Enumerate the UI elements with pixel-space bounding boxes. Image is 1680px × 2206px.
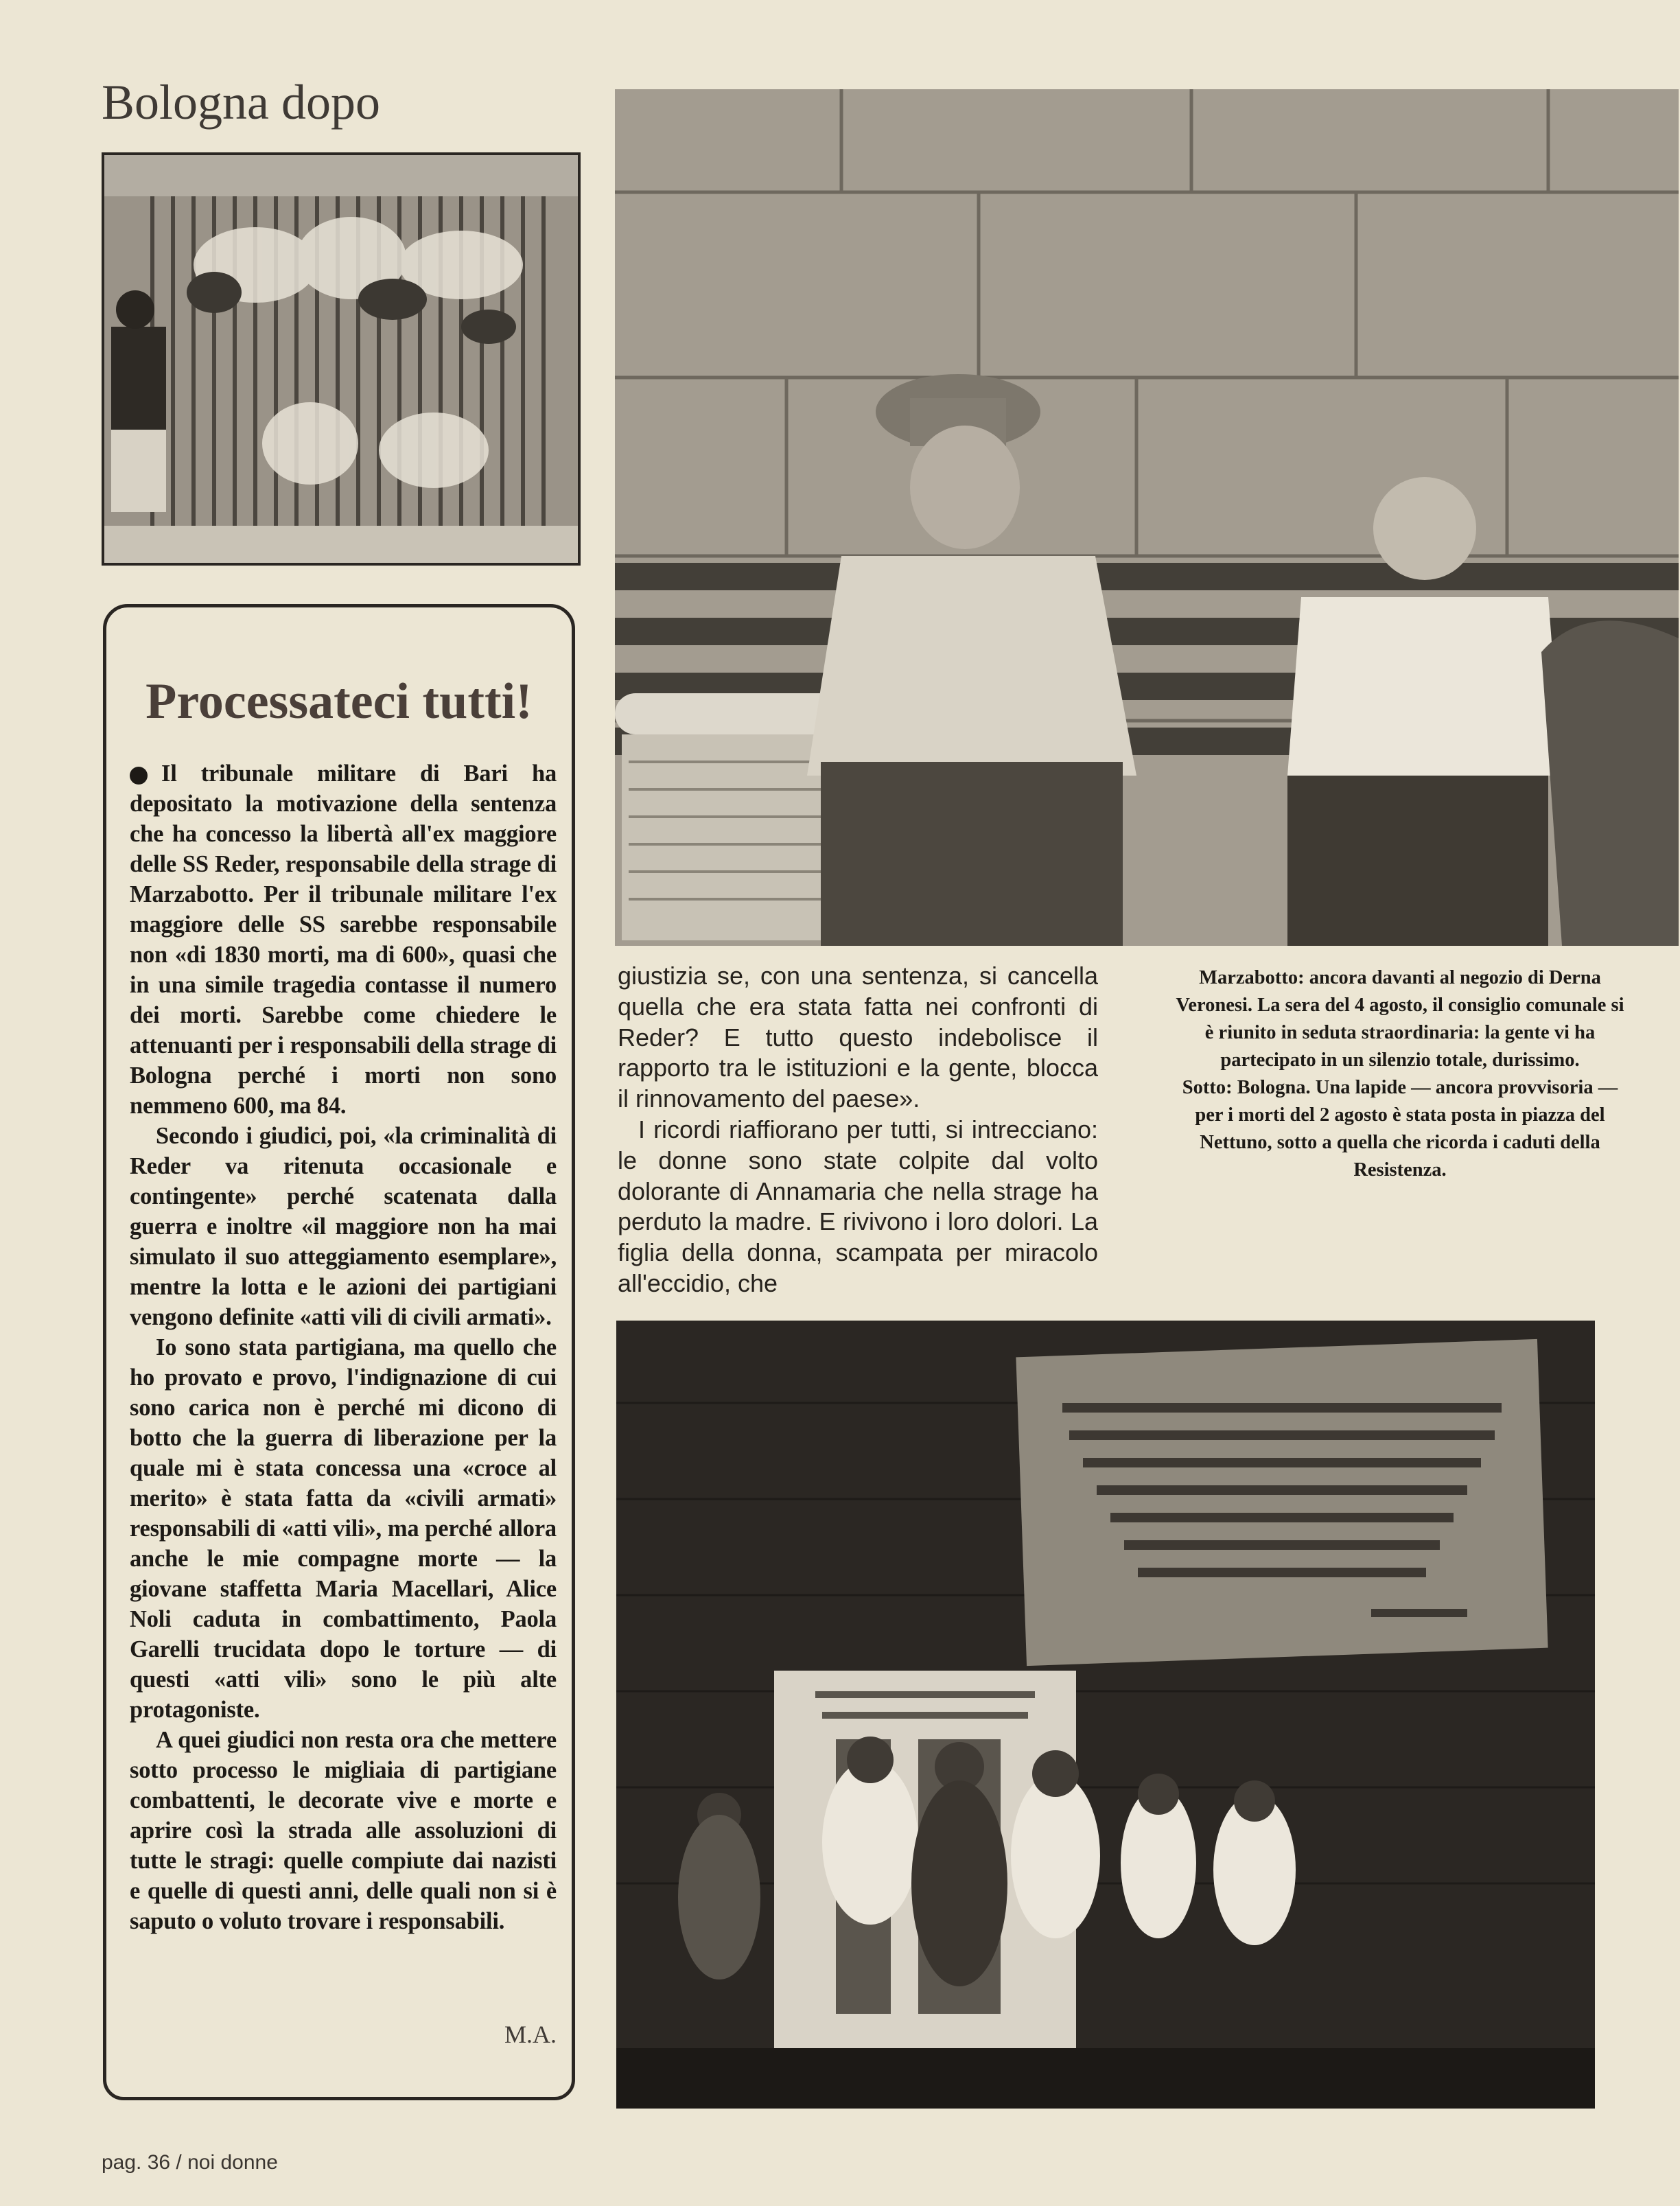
caption-paragraph: Marzabotto: ancora davanti al negozio di Derna Veronesi. La sera del 4 agosto, il consiglio comunale si è riunito in seduta straordinaria: la gente vi ha partecipato in un silenzio totale, durissimo. (1176, 967, 1624, 1071)
signature: M.A. (504, 2021, 557, 2048)
sidebar-title: Processateci tutti! (145, 673, 533, 730)
section-title: Bologna dopo (102, 75, 380, 130)
photo-memorial-plaque (616, 1321, 1595, 2109)
article-paragraph: I ricordi riaffiorano per tutti, si intrecciano: le donne sono state colpite dal volto dolorante di Annamaria che nella strage ha perduto la madre. E rivivono i loro dolori. La figlia della donna, scampata per miracolo all'eccidio, che (618, 1115, 1098, 1297)
caption-paragraph: Sotto: Bologna. Una lapide — ancora provvisoria — per i morti del 2 agosto è stata posta in piazza del Nettuno, sotto a quella che ricorda i caduti della Resistenza. (1182, 1077, 1618, 1181)
article-paragraph: giustizia se, con una sentenza, si cancella quella che era stata fatta nei confronti di Reder? E tutto questo indebolisce il rapporto tra le istituzioni e la gente, blocca il rinnovamento del paese». (618, 962, 1098, 1113)
bullet-icon (130, 767, 148, 785)
sidebar-box (103, 604, 575, 2100)
sidebar-paragraph: A quei giudici non resta ora che mettere sotto processo le migliaia di partigiane combattenti, le decorate vive e morte e aprire così la strada alle assoluzioni di tutte le stragi: quelle compiute dai nazisti e quelle di questi anni, delle quali non si è saputo o voluto trovare i responsabili. (130, 1727, 557, 1934)
photo-memorial-flowers (102, 152, 581, 566)
article-column (618, 961, 1098, 1299)
page-footer: pag. 36 / noi donne (102, 2151, 278, 2174)
photo-men-on-bench (615, 89, 1679, 946)
photo-caption (1174, 964, 1626, 1184)
sidebar-body (130, 758, 557, 1936)
sidebar-paragraph: Il tribunale militare di Bari ha depositato la motivazione della sentenza che ha concesso la libertà all'ex maggiore delle SS Reder, responsabile della strage di Marzabotto. Per il tribunale militare l'ex maggiore delle SS sarebbe responsabile non «di 1830 morti, ma di 600», quasi che in una simile tragedia contasse il numero dei morti. Sarebbe come chiedere le attenuanti per i responsabili della strage di Bologna perché i morti non sono nemmeno 600, ma 84. (130, 761, 557, 1119)
sidebar-paragraph: Io sono stata partigiana, ma quello che ho provato e provo, l'indignazione di cui sono carica non è perché mi dicono di botto che la guerra di liberazione per la quale mi è stata concessa una «croce al merito» è stata fatta da «civili armati» responsabili di «atti vili», ma perché allora anche le mie compagne morte — la giovane staffetta Maria Macellari, Alice Noli caduta in combattimento, Paola Garelli trucidata dopo le torture — di questi «atti vili» sono le più alte protagoniste. (130, 1334, 557, 1723)
sidebar-paragraph: Secondo i giudici, poi, «la criminalità di Reder va ritenuta occasionale e contingente» perché scatenata dalla guerra e inoltre «il maggiore non ha mai simulato il suo atteggiamento esemplare», mentre la lotta e le azioni dei partigiani vengono definite «atti vili di civili armati». (130, 1123, 557, 1330)
